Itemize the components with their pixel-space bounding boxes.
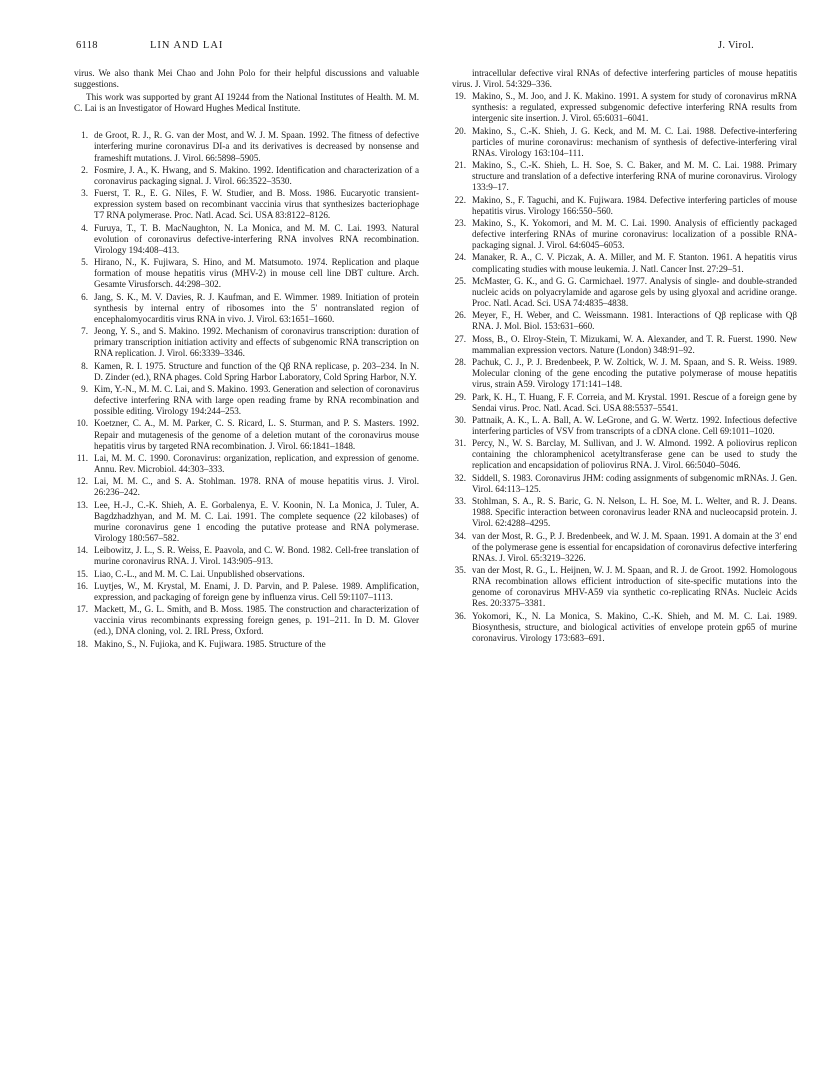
reference-number: 1. [81,130,88,141]
reference-text: Percy, N., W. S. Barclay, M. Sullivan, and J. W. Almond. 1992. A poliovirus replicon containing the chloramphenicol acetyltransferase gene can be used to study the replication and encapsidation of poliovirus RNA. J. Virol. 66:5040–5046. [472,438,797,471]
journal-name: J. Virol. [717,40,754,51]
reference-text: Makino, S., C.-K. Shieh, J. G. Keck, and M. M. C. Lai. 1988. Defective-interfering particles of murine coronavirus: mechanism of synthesis of defective-interfering viral RNAs. Virology 163:104–111. [472,125,797,158]
reference-number: 30. [454,414,466,425]
reference-text: McMaster, G. K., and G. G. Carmichael. 1977. Analysis of single- and double-stranded nucleic acids on polyacrylamide and agarose gels by using glyoxal and acridine orange. Proc. Natl. Acad. Sci. USA 74:4835–4838. [472,275,797,308]
acknowledgment-paragraph: virus. We also thank Mei Chao and John Polo for their helpful discussions and valuable suggestions. [74,68,419,90]
reference-number: 28. [454,357,466,368]
reference-text: Lai, M. M. C., and S. A. Stohlman. 1978. RNA of mouse hepatitis virus. J. Virol. 26:236–242. [94,476,419,498]
reference-number: 27. [454,333,466,344]
reference-text: Lee, H.-J., C.-K. Shieh, A. E. Gorbalenya, E. V. Koonin, N. La Monica, J. Tuler, A. Bagdzhadzhyan, and M. M. C. Lai. 1991. The complete sequence (22 kilobases) of murine coronavirus gene 1 encoding the putative protease and RNA polymerase. Virology 180:567–582. [94,499,419,543]
reference-number: 22. [454,194,466,205]
reference-number: 2. [81,164,88,175]
reference-item [452,91,797,124]
reference-number: 12. [76,476,88,487]
reference-number: 26. [454,310,466,321]
reference-text: Makino, S., M. Joo, and J. K. Makino. 1991. A system for study of coronavirus mRNA synthesis: a regulated, expressed subgenomic defective interfering RNA results from intergenic site insertion. J. Virol. 65:6031–6041. [472,91,797,124]
left-column [74,68,419,651]
reference-number: 19. [454,91,466,102]
reference-text: Fosmire, J. A., K. Hwang, and S. Makino. 1992. Identification and characterization of a coronavirus packaging signal. J. Virol. 66:3522–3530. [94,164,419,186]
reference-number: 29. [454,391,466,402]
reference-item [74,418,419,451]
reference-item [74,500,419,544]
reference-number: 25. [454,275,466,286]
reference-number: 13. [76,499,88,510]
reference-text: Jeong, Y. S., and S. Makino. 1992. Mechanism of coronavirus transcription: duration of primary transcription initiation activity and effects of subgenomic RNA transcription on RNA replication. J. Virol. 66:3339–3346. [94,326,419,359]
reference-item [74,188,419,221]
right-column [452,68,797,645]
reference-item [74,326,419,359]
reference-number: 24. [454,252,466,263]
reference-number: 10. [76,418,88,429]
reference-list-left [74,130,419,649]
reference-item [452,195,797,217]
reference-item [452,392,797,414]
reference-text: Pattnaik, A. K., L. A. Ball, A. W. LeGrone, and G. W. Wertz. 1992. Infectious defective interfering particles of VSV from transcripts of a cDNA clone. Cell 69:1011–1020. [472,414,797,436]
reference-item [452,310,797,332]
reference-number: 35. [454,565,466,576]
reference-item [74,384,419,417]
reference-number: 20. [454,125,466,136]
reference-text: de Groot, R. J., R. G. van der Most, and W. J. M. Spaan. 1992. The fitness of defective interfering murine coronavirus DI-a and its derivatives is decreased by nonsense and frameshift mutations. J. Virol. 66:5898–5905. [94,130,419,163]
reference-item [74,476,419,498]
reference-item [74,581,419,603]
reference-item [452,218,797,251]
reference-number: 18. [76,638,88,649]
reference-text: Luytjes, W., M. Krystal, M. Enami, J. D. Parvin, and P. Palese. 1989. Amplification, expression, and packaging of foreign gene by influenza virus. Cell 59:1107–1113. [94,580,419,602]
reference-list-right [452,91,797,644]
reference-number: 31. [454,438,466,449]
reference-number: 6. [81,291,88,302]
reference-text: Makino, S., N. Fujioka, and K. Fujiwara. 1985. Structure of the [94,638,326,649]
reference-item [452,611,797,644]
reference-number: 33. [454,496,466,507]
reference-text: Makino, S., C.-K. Shieh, L. H. Soe, S. C. Baker, and M. M. C. Lai. 1988. Primary structure and translation of a defective interfering RNA of murine coronavirus. Virology 133:9–17. [472,160,797,193]
reference-item [452,565,797,609]
reference-item [452,160,797,193]
reference-item [452,126,797,159]
reference-continuation: intracellular defective viral RNAs of defective interfering particles of mouse hepatitis virus. J. Virol. 54:329–336. [452,68,797,90]
reference-text: Leibowitz, J. L., S. R. Weiss, E. Paavola, and C. W. Bond. 1982. Cell-free translation of murine coronavirus RNA. J. Virol. 143:905–913. [94,545,419,567]
reference-number: 34. [454,530,466,541]
reference-item [452,496,797,529]
reference-text: Yokomori, K., N. La Monica, S. Makino, C.-K. Shieh, and M. M. C. Lai. 1989. Biosynthesis, structure, and biological activities of envelope protein gp65 of murine coronavirus. Virology 173:683–691. [472,610,797,643]
reference-number: 8. [81,360,88,371]
reference-number: 9. [81,383,88,394]
reference-item [74,453,419,475]
reference-text: Lai, M. M. C. 1990. Coronavirus: organization, replication, and expression of genome. Annu. Rev. Microbiol. 44:303–333. [94,452,419,474]
funding-paragraph: This work was supported by grant AI 19244 from the National Institutes of Health. M. M. C. Lai is an Investigator of Howard Hughes Medical Institute. [74,92,419,114]
reference-number: 14. [76,545,88,556]
reference-item [452,252,797,274]
reference-item [74,604,419,637]
reference-item [452,531,797,564]
reference-item [452,415,797,437]
reference-text: Koetzner, C. A., M. M. Parker, C. S. Ricard, L. S. Sturman, and P. S. Masters. 1992. Repair and mutagenesis of the genome of a deletion mutant of the coronavirus mouse hepatitis virus by targeted RNA recombination. J. Virol. 66:1841–1848. [94,418,419,451]
reference-number: 15. [76,568,88,579]
reference-text: Jang, S. K., M. V. Davies, R. J. Kaufman, and E. Wimmer. 1989. Initiation of protein synthesis by internal entry of ribosomes into the 5′ nontranslated region of encephalomyocarditis virus RNA in vivo. J. Virol. 63:1651–1660. [94,291,419,324]
reference-text: Stohlman, S. A., R. S. Baric, G. N. Nelson, L. H. Soe, M. L. Welter, and R. J. Deans. 1988. Specific interaction between coronavirus leader RNA and nucleocapsid protein. J. Virol. 62:4288–4295. [472,496,797,529]
reference-item [452,473,797,495]
reference-number: 36. [454,610,466,621]
reference-text: van der Most, R. G., P. J. Bredenbeek, and W. J. M. Spaan. 1991. A domain at the 3′ end of the polymerase gene is essential for encapsidation of coronavirus defective interfering RNAs. J. Virol. 65:3219–3226. [472,530,797,563]
reference-text: Manaker, R. A., C. V. Piczak, A. A. Miller, and M. F. Stanton. 1961. A hepatitis virus complicating studies with mouse leukemia. J. Natl. Cancer Inst. 27:29–51. [472,252,797,274]
reference-item [74,165,419,187]
reference-text: Liao, C.-L., and M. M. C. Lai. Unpublished observations. [94,568,305,579]
reference-text: Makino, S., K. Yokomori, and M. M. C. Lai. 1990. Analysis of efficiently packaged defective interfering RNAs of murine coronavirus: localization of a possible RNA-packaging signal. J. Virol. 64:6045–6053. [472,217,797,251]
reference-text: Park, K. H., T. Huang, F. F. Correia, and M. Krystal. 1991. Rescue of a foreign gene by Sendai virus. Proc. Natl. Acad. Sci. USA 88:5537–5541. [472,391,797,413]
reference-text: Moss, B., O. Elroy-Stein, T. Mizukami, W. A. Alexander, and T. R. Fuerst. 1990. New mammalian expression vectors. Nature (London) 348:91–92. [472,333,797,355]
reference-number: 32. [454,472,466,483]
reference-number: 3. [81,188,88,199]
reference-text: Siddell, S. 1983. Coronavirus JHM: coding assignments of subgenomic mRNAs. J. Gen. Virol. 64:113–125. [472,472,797,494]
reference-text: Fuerst, T. R., E. G. Niles, F. W. Studier, and B. Moss. 1986. Eucaryotic transient-expression system based on recombinant vaccinia virus that synthesizes bacteriophage T7 RNA polymerase. Proc. Natl. Acad. Sci. USA 83:8122–8126. [94,188,419,221]
reference-number: 23. [454,217,466,228]
reference-item [74,639,419,650]
reference-item [452,357,797,390]
reference-number: 21. [454,160,466,171]
page-number: 6118 [76,40,98,51]
reference-item [74,361,419,383]
reference-item [74,569,419,580]
reference-item [452,334,797,356]
reference-text: Pachuk, C. J., P. J. Bredenbeek, P. W. Zoltick, W. J. M. Spaan, and S. R. Weiss. 1989. Molecular cloning of the gene encoding the putative polymerase of mouse hepatitis virus, strain A59. Virology 171:141–148. [472,357,797,390]
reference-number: 11. [76,452,88,463]
reference-number: 17. [76,604,88,615]
running-authors: LIN AND LAI [150,40,224,51]
reference-text: Furuya, T., T. B. MacNaughton, N. La Monica, and M. M. C. Lai. 1993. Natural evolution of coronavirus defective-interfering RNA involves RNA recombination. Virology 194:408–413. [94,222,419,255]
reference-number: 5. [81,257,88,268]
reference-number: 7. [81,326,88,337]
reference-item [74,545,419,567]
reference-text: Kamen, R. I. 1975. Structure and function of the Qβ RNA replicase, p. 203–234. In N. D. Zinder (ed.), RNA phages. Cold Spring Harbor Laboratory, Cold Spring Harbor, N.Y. [94,360,419,382]
reference-number: 4. [81,222,88,233]
page-header [52,40,764,56]
reference-item [452,276,797,309]
reference-number: 16. [76,580,88,591]
reference-text: Meyer, F., H. Weber, and C. Weissmann. 1981. Interactions of Qβ replicase with Qβ RNA. J. Mol. Biol. 153:631–660. [472,310,797,332]
reference-item [74,292,419,325]
reference-text: Makino, S., F. Taguchi, and K. Fujiwara. 1984. Defective interfering particles of mouse hepatitis virus. Virology 166:550–560. [472,194,797,216]
section-gap [74,116,419,130]
reference-item [452,438,797,471]
reference-text: Mackett, M., G. L. Smith, and B. Moss. 1985. The construction and characterization of vaccinia virus recombinants expressing foreign genes, p. 191–211. In D. M. Glover (ed.), DNA cloning, vol. 2. IRL Press, Oxford. [94,604,419,637]
reference-item [74,223,419,256]
reference-text: van der Most, R. G., L. Heijnen, W. J. M. Spaan, and R. J. de Groot. 1992. Homologous RNA recombination allows efficient introduction of site-specific mutations into the genome of coronavirus MHV-A59 via synthetic co-replicating RNAs. Nucleic Acids Res. 20:3375–3381. [472,565,797,609]
reference-item [74,257,419,290]
reference-item [74,130,419,163]
reference-text: Kim, Y.-N., M. M. C. Lai, and S. Makino. 1993. Generation and selection of coronavirus defective interfering RNA with large open reading frame by RNA recombination and possible editing. Virology 194:244–253. [94,383,419,417]
reference-text: Hirano, N., K. Fujiwara, S. Hino, and M. Matsumoto. 1974. Replication and plaque formation of mouse hepatitis virus (MHV-2) in mouse cell line DBT culture. Arch. Gesamte Virusforsch. 44:298–302. [94,257,419,290]
